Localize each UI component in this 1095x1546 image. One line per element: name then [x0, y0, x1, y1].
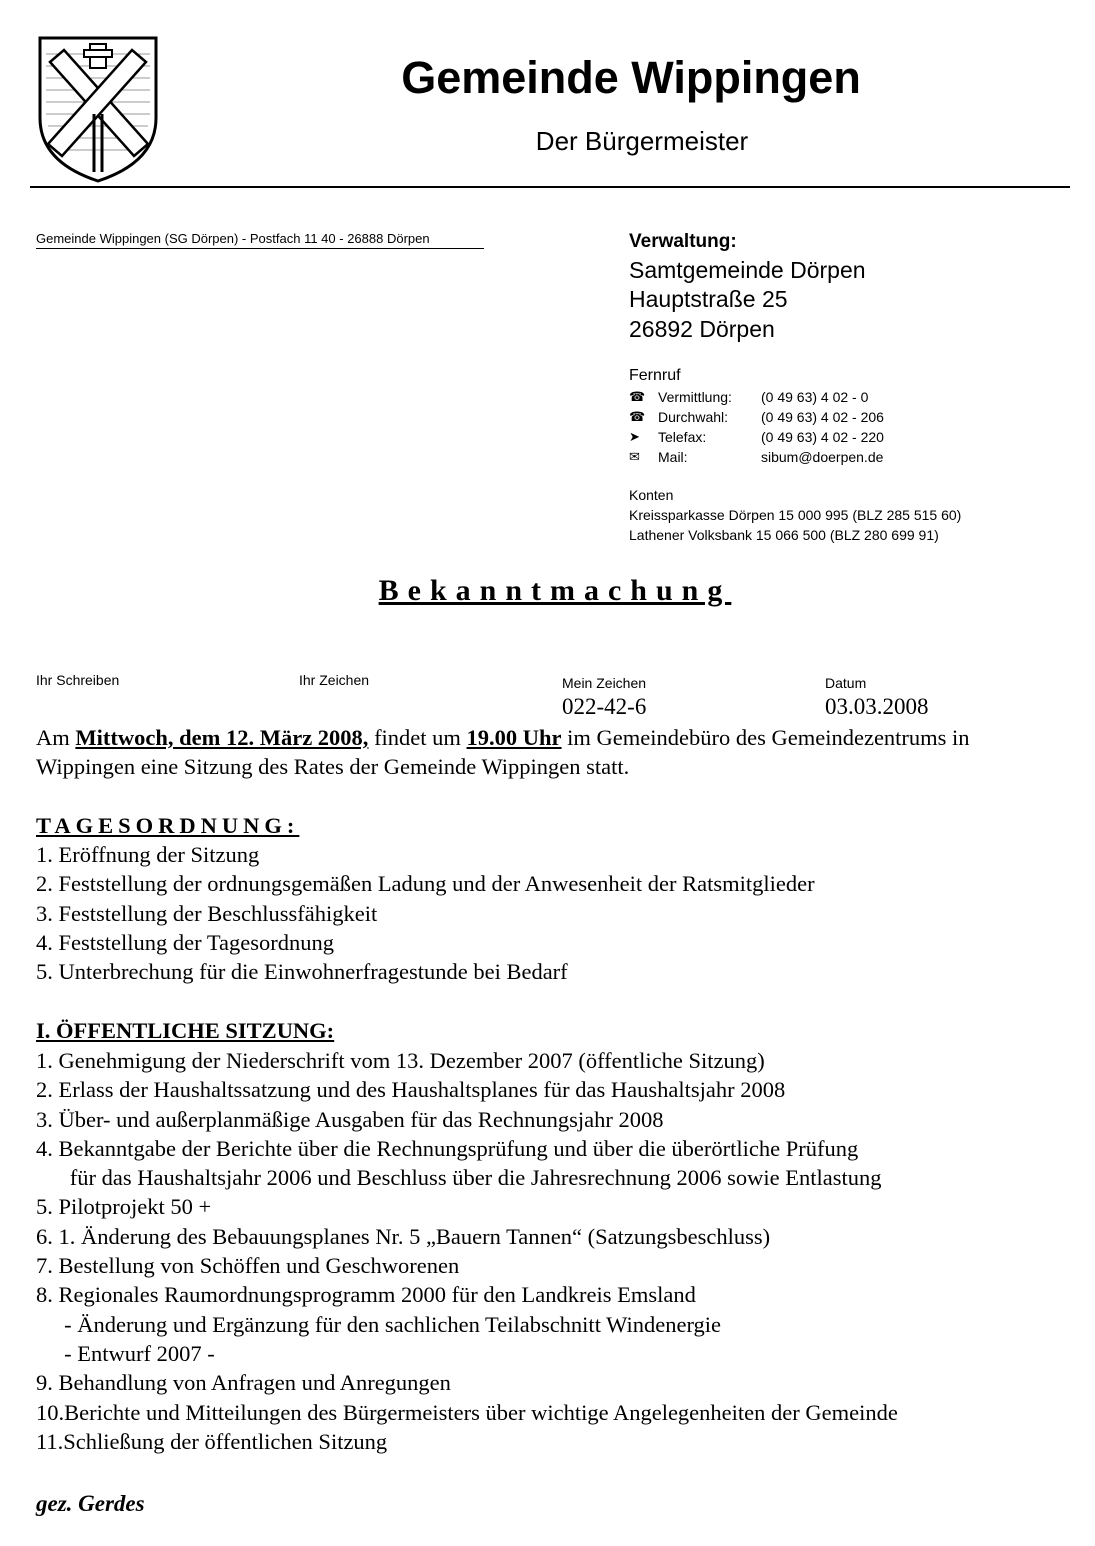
intro-paragraph — [36, 723, 1076, 781]
phone-icon: ☎ — [629, 409, 646, 424]
list-item: für das Haushaltsjahr 2006 und Beschluss über die Jahresrechnung 2006 sowie Entlastung — [36, 1165, 882, 1191]
sender-address-line: Gemeinde Wippingen (SG Dörpen) - Postfach 11 40 - 26888 Dörpen — [36, 231, 484, 249]
administration-line: 26892 Dörpen — [629, 316, 775, 342]
list-item: - Änderung und Ergänzung für den sachlichen Teilabschnitt Windenergie — [36, 1311, 722, 1337]
public-session-list — [36, 1046, 898, 1456]
header-divider — [30, 186, 1070, 188]
intro-text: Am — [36, 725, 76, 750]
page-title: Gemeinde Wippingen — [401, 52, 861, 103]
list-item: 4. Bekanntgabe der Berichte über die Rechnungsprüfung und über die überörtliche Prüfung — [36, 1135, 859, 1161]
contact-value: (0 49 63) 4 02 - 220 — [761, 429, 884, 445]
contact-value: sibum@doerpen.de — [761, 449, 884, 465]
agenda-list — [36, 840, 815, 986]
contact-label: Mail: — [658, 449, 688, 465]
datum-value: 03.03.2008 — [825, 694, 929, 719]
fax-icon: ➤ — [629, 429, 640, 444]
contact-label: Vermittlung: — [658, 389, 732, 405]
phone-icon: ☎ — [629, 389, 646, 404]
account-line: Lathener Volksbank 15 066 500 (BLZ 280 699 91) — [629, 527, 939, 543]
administration-line: Samtgemeinde Dörpen — [629, 257, 866, 283]
list-item: 11.Schließung der öffentlichen Sitzung — [36, 1428, 388, 1454]
list-item: 7. Bestellung von Schöffen und Geschworenen — [36, 1253, 460, 1279]
intro-text: findet um — [368, 725, 467, 750]
datum-label: Datum — [825, 675, 867, 691]
meeting-date: Mittwoch, dem 12. März 2008, — [75, 725, 369, 750]
list-item: 3. Über- und außerplanmäßige Ausgaben für das Rechnungsjahr 2008 — [36, 1106, 664, 1132]
list-item: 6. 1. Änderung des Bebauungsplanes Nr. 5 „Bauern Tannen“ (Satzungsbeschluss) — [36, 1223, 771, 1249]
mein-zeichen-value: 022-42-6 — [562, 694, 647, 719]
list-item: 3. Feststellung der Beschlussfähigkeit — [36, 900, 378, 926]
notice-title: Bekanntmachung — [378, 574, 732, 607]
list-item: - Entwurf 2007 - — [36, 1340, 215, 1366]
administration-line: Hauptstraße 25 — [629, 286, 788, 312]
list-item: 1. Genehmigung der Niederschrift vom 13. Dezember 2007 (öffentliche Sitzung) — [36, 1048, 765, 1073]
contact-value: (0 49 63) 4 02 - 206 — [761, 409, 884, 425]
contact-heading: Fernruf — [629, 367, 681, 384]
agenda-heading: TAGESORDNUNG: — [36, 813, 300, 838]
intro-text: im Gemeindebüro des Gemeindezentrums in — [561, 725, 970, 750]
meeting-time: 19.00 Uhr — [466, 725, 562, 750]
contact-label: Durchwahl: — [658, 409, 729, 425]
ihr-zeichen-label: Ihr Zeichen — [299, 672, 370, 688]
list-item: 8. Regionales Raumordnungsprogramm 2000 für den Landkreis Emsland — [36, 1282, 696, 1308]
account-line: Kreissparkasse Dörpen 15 000 995 (BLZ 285 515 60) — [629, 507, 962, 523]
accounts-heading: Konten — [629, 487, 674, 503]
ihr-schreiben-label: Ihr Schreiben — [36, 672, 120, 688]
signature: gez. Gerdes — [36, 1491, 145, 1516]
list-item: 5. Unterbrechung für die Einwohnerfragestunde bei Bedarf — [36, 959, 568, 985]
list-item: 4. Feststellung der Tagesordnung — [36, 929, 334, 955]
list-item: 1. Eröffnung der Sitzung — [36, 842, 260, 867]
list-item: 9. Behandlung von Anfragen und Anregungen — [36, 1370, 451, 1396]
list-item: 10.Berichte und Mitteilungen des Bürgermeisters über wichtige Angelegenheiten der Gemeinde — [36, 1399, 898, 1425]
list-item: 2. Feststellung der ordnungsgemäßen Ladung und der Anwesenheit der Ratsmitglieder — [36, 871, 815, 897]
page-subtitle: Der Bürgermeister — [535, 126, 749, 156]
list-item: 5. Pilotprojekt 50 + — [36, 1194, 212, 1220]
contact-label: Telefax: — [658, 429, 707, 445]
list-item: 2. Erlass der Haushaltssatzung und des Haushaltsplanes für das Haushaltsjahr 2008 — [36, 1077, 786, 1103]
mail-icon: ✉ — [629, 449, 640, 464]
mein-zeichen-label: Mein Zeichen — [562, 675, 647, 691]
intro-line-2: Wippingen eine Sitzung des Rates der Gemeinde Wippingen statt. — [36, 754, 630, 779]
administration-label: Verwaltung: — [629, 231, 737, 252]
public-session-heading: I. ÖFFENTLICHE SITZUNG: — [36, 1018, 335, 1043]
intro-line-1 — [36, 723, 1076, 752]
contact-value: (0 49 63) 4 02 - 0 — [761, 389, 869, 405]
